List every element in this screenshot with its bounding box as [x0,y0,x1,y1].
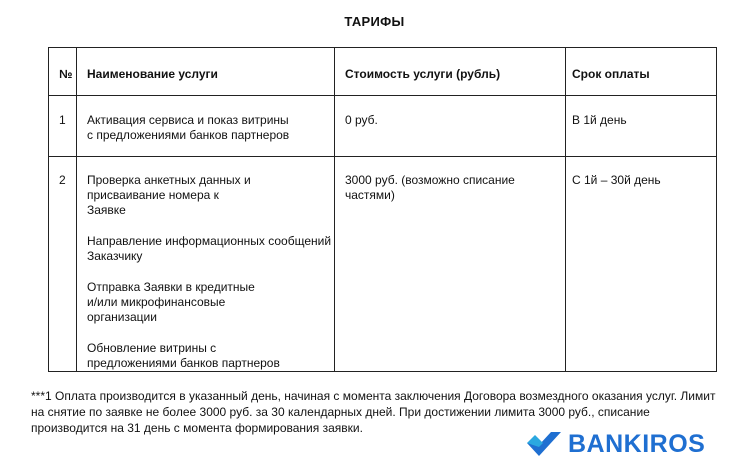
header-num: № [59,67,73,81]
row2-service [87,173,333,371]
table-column-divider [76,48,77,371]
header-term: Срок оплаты [572,67,650,81]
row1-service: Активация сервиса и показ витрины с предложениями банков партнеров [87,113,290,142]
logo-text: BANKIROS [568,429,706,458]
table-row-divider [49,95,716,96]
row2-service-item: Отправка Заявки в кредитные и/или микрофинансовые организации [87,280,255,324]
tariff-table [48,47,717,372]
header-service: Наименование услуги [87,67,218,81]
bankiros-logo [526,428,705,460]
row1-cost: 0 руб. [345,113,378,127]
row2-service-item: Проверка анкетных данных и присваивание номера к Заявке [87,173,251,217]
checkmark-logo-icon [526,429,562,459]
row1-term: В 1й день [572,113,627,127]
row2-service-item: Обновление витрины с предложениями банков партнеров [87,341,280,370]
row2-service-item: Направление информационных сообщений Заказчику [87,234,332,263]
row2-cost: 3000 руб. (возможно списание частями) [345,173,515,202]
table-column-divider [334,48,335,371]
page-title: ТАРИФЫ [344,14,405,29]
row2-num: 2 [59,173,66,187]
table-column-divider [565,48,566,371]
header-cost: Стоимость услуги (рубль) [345,67,501,81]
row1-num: 1 [59,113,66,127]
footnote: ***1 Оплата производится в указанный день, начиная с момента заключения Договора возмездного оказания услуг. Лимит на снятие по заявке не более 3000 руб. за 30 календарных дней. При достижении лимита 3000 руб., списание производится на 31 день с момента формирования заявки. [31,389,716,435]
table-row-divider [49,156,716,157]
row2-term: С 1й – 30й день [572,173,661,187]
